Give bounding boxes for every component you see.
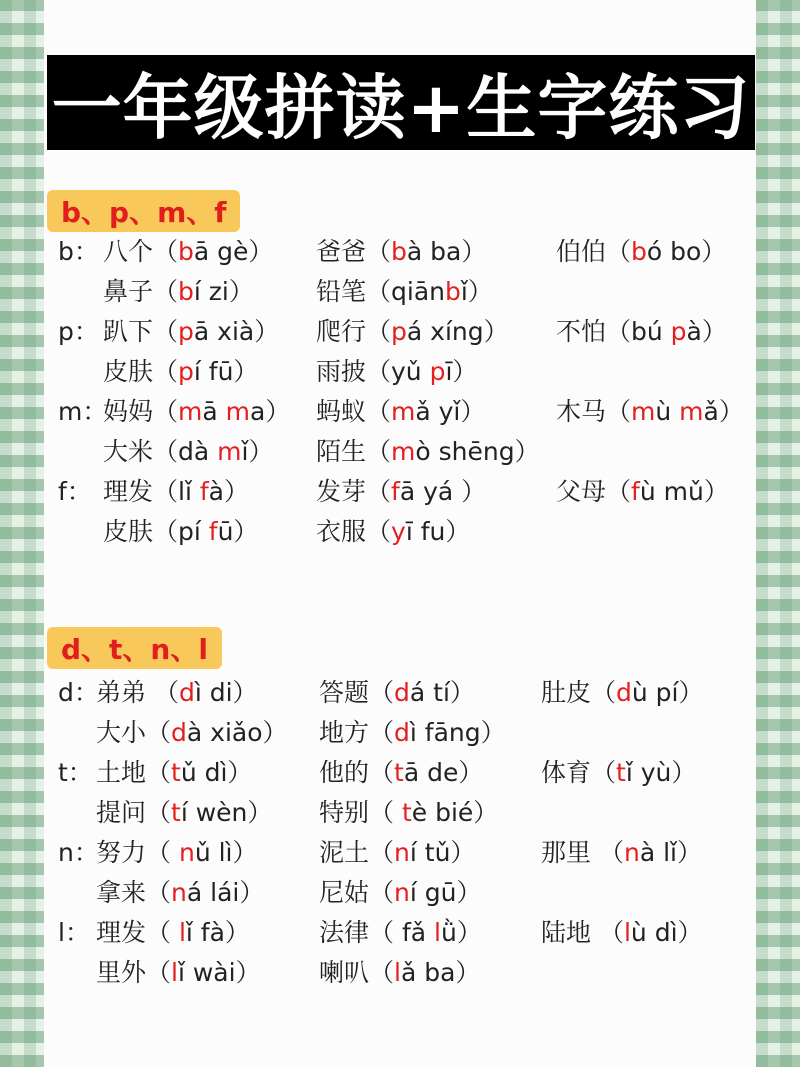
pinyin-text: 铅笔（qiān xyxy=(316,277,445,306)
pinyin-text: 大米（dà xyxy=(103,437,218,466)
word-entry xyxy=(103,475,249,509)
highlight-initial: n xyxy=(178,838,195,867)
word-entry xyxy=(556,395,744,429)
pinyin-text: ū） xyxy=(217,517,259,546)
highlight-initial: d xyxy=(171,718,187,747)
word-entry xyxy=(319,836,475,870)
pinyin-text: 土地（ xyxy=(96,758,172,787)
pinyin-text: 不怕（bú xyxy=(556,317,671,346)
pinyin-text: á tí） xyxy=(409,678,475,707)
word-entry xyxy=(103,355,258,389)
pinyin-text: ǔ dì） xyxy=(180,758,253,787)
pinyin-text: 那里 （ xyxy=(541,838,624,867)
pinyin-text: ì di） xyxy=(194,678,258,707)
pinyin-text: 雨披（yǔ xyxy=(316,357,430,386)
pinyin-text: 鼻子（ xyxy=(103,277,179,306)
word-entry xyxy=(96,916,250,950)
page-title: 一年级拼读+生字练习 xyxy=(51,67,751,149)
pinyin-text: ǐ fà） xyxy=(185,918,250,947)
pinyin-text: ù pí） xyxy=(631,678,704,707)
pinyin-text: à） xyxy=(686,317,727,346)
pinyin-text: 发芽（ xyxy=(316,477,392,506)
highlight-initial: l xyxy=(434,918,441,947)
highlight-initial: t xyxy=(401,798,412,827)
word-entry xyxy=(541,756,696,790)
pinyin-text: 答题（ xyxy=(319,678,395,707)
word-entry xyxy=(316,515,470,549)
highlight-initial: b xyxy=(178,237,194,266)
word-entry xyxy=(541,676,704,710)
pinyin-text: à） xyxy=(208,477,249,506)
pinyin-text: 法律（ fǎ xyxy=(319,918,435,947)
highlight-initial: f xyxy=(208,517,218,546)
plaid-border-left xyxy=(0,0,44,1067)
pinyin-text: 地方（ xyxy=(319,718,395,747)
pinyin-text: 蚂蚁（ xyxy=(316,397,392,426)
pinyin-text: í gū） xyxy=(409,878,482,907)
pinyin-text: 皮肤（pí xyxy=(103,517,209,546)
pinyin-text: 泥土（ xyxy=(319,838,395,867)
highlight-initial: d xyxy=(178,678,195,707)
word-entry xyxy=(103,235,273,269)
pinyin-text: à lǐ） xyxy=(639,838,702,867)
highlight-initial: y xyxy=(391,517,406,546)
highlight-initial: p xyxy=(178,357,194,386)
initial-label: m： xyxy=(58,397,108,426)
initial-label: b： xyxy=(58,237,99,266)
highlight-initial: d xyxy=(616,678,632,707)
word-entry xyxy=(319,716,506,750)
pinyin-text: 衣服（ xyxy=(316,517,392,546)
word-entry xyxy=(316,315,509,349)
pinyin-text: 父母（ xyxy=(556,477,632,506)
plaid-border-right xyxy=(756,0,800,1067)
pinyin-text: 喇叭（ xyxy=(319,958,395,987)
word-entry xyxy=(316,275,493,309)
word-entry xyxy=(319,956,480,990)
word-entry xyxy=(316,235,486,269)
word-entry xyxy=(541,916,703,950)
pinyin-text: à ba） xyxy=(406,237,487,266)
word-entry xyxy=(541,836,702,870)
initial-label: n： xyxy=(58,838,99,867)
word-entry xyxy=(96,756,252,790)
highlight-initial: m xyxy=(178,397,203,426)
word-entry xyxy=(556,315,727,349)
initial-label: l： xyxy=(58,918,90,947)
pinyin-text: 爸爸（ xyxy=(316,237,392,266)
highlight-initial: l xyxy=(394,958,401,987)
pinyin-text: í wèn） xyxy=(180,798,273,827)
word-entry xyxy=(103,515,258,549)
highlight-initial: n xyxy=(623,838,640,867)
word-entry xyxy=(556,475,729,509)
pinyin-text: í zi） xyxy=(193,277,254,306)
pinyin-text: ī） xyxy=(445,357,478,386)
word-entry xyxy=(96,676,258,710)
highlight-initial: t xyxy=(171,798,181,827)
word-entry xyxy=(316,355,477,389)
highlight-initial: m xyxy=(391,437,416,466)
pinyin-text: 努力（ xyxy=(96,838,179,867)
section-tag-dtnl: d、t、n、l xyxy=(47,627,222,669)
pinyin-text: 伯伯（ xyxy=(556,237,632,266)
pinyin-text: è bié） xyxy=(411,798,499,827)
highlight-initial: l xyxy=(178,918,186,947)
pinyin-text: 他的（ xyxy=(319,758,395,787)
pinyin-text: ǔ lì） xyxy=(194,838,258,867)
highlight-initial: t xyxy=(171,758,181,787)
pinyin-text: ù xyxy=(655,397,680,426)
pinyin-text: 特别（ xyxy=(319,798,402,827)
highlight-initial: l xyxy=(171,958,178,987)
pinyin-text: ó bo） xyxy=(646,237,727,266)
highlight-initial: m xyxy=(631,397,656,426)
word-entry xyxy=(319,756,483,790)
pinyin-text: ǐ wài） xyxy=(177,958,261,987)
highlight-initial: t xyxy=(394,758,404,787)
pinyin-text: 爬行（ xyxy=(316,317,392,346)
pinyin-text: 体育（ xyxy=(541,758,617,787)
highlight-initial: f xyxy=(199,477,209,506)
highlight-initial: m xyxy=(679,397,704,426)
word-entry xyxy=(96,796,272,830)
pinyin-text: ī fu） xyxy=(405,517,471,546)
pinyin-text: 妈妈（ xyxy=(103,397,179,426)
pinyin-text: 理发（ xyxy=(96,918,179,947)
word-entry xyxy=(103,435,273,469)
word-entry xyxy=(103,395,290,429)
initial-label: p： xyxy=(58,317,99,346)
highlight-initial: n xyxy=(394,878,410,907)
word-entry xyxy=(316,395,485,429)
word-entry xyxy=(103,315,279,349)
word-entry xyxy=(316,475,486,509)
pinyin-text: 大小（ xyxy=(96,718,172,747)
word-entry xyxy=(319,796,498,830)
word-entry xyxy=(96,836,258,870)
word-entry xyxy=(319,876,481,910)
pinyin-text: í tǔ） xyxy=(409,838,476,867)
pinyin-text: ǜ） xyxy=(440,918,482,947)
pinyin-text: 皮肤（ xyxy=(103,357,179,386)
highlight-initial: m xyxy=(225,397,251,426)
pinyin-text: 肚皮（ xyxy=(541,678,617,707)
pinyin-text: ù mǔ） xyxy=(639,477,729,506)
highlight-initial: m xyxy=(391,397,416,426)
pinyin-text: 尼姑（ xyxy=(319,878,395,907)
highlight-initial: l xyxy=(623,918,631,947)
pinyin-text: 陆地 （ xyxy=(541,918,624,947)
pinyin-text: ā de） xyxy=(403,758,484,787)
pinyin-text: ā xyxy=(202,397,226,426)
highlight-initial: b xyxy=(444,277,461,306)
pinyin-text: ā xià） xyxy=(193,317,280,346)
highlight-initial: t xyxy=(616,758,626,787)
pinyin-text: 提问（ xyxy=(96,798,172,827)
word-entry xyxy=(319,676,475,710)
highlight-initial: b xyxy=(178,277,194,306)
initial-label: d： xyxy=(58,678,99,707)
pinyin-text: 弟弟 （ xyxy=(96,678,179,707)
pinyin-text: ù dì） xyxy=(630,918,703,947)
pinyin-text: ǐ） xyxy=(460,277,493,306)
highlight-initial: p xyxy=(391,317,407,346)
pinyin-text: ǎ yǐ） xyxy=(415,397,486,426)
highlight-initial: m xyxy=(217,437,242,466)
pinyin-text: ǎ） xyxy=(703,397,744,426)
word-entry xyxy=(96,956,261,990)
pinyin-text: ā gè） xyxy=(193,237,274,266)
initial-label: f： xyxy=(58,477,92,506)
highlight-initial: d xyxy=(394,678,410,707)
pinyin-text: ā yá ） xyxy=(399,477,487,506)
highlight-initial: f xyxy=(631,477,640,506)
highlight-initial: n xyxy=(394,838,410,867)
highlight-initial: b xyxy=(631,237,647,266)
pinyin-text: ǎ ba） xyxy=(400,958,481,987)
pinyin-text: 八个（ xyxy=(103,237,179,266)
word-entry xyxy=(96,876,264,910)
pinyin-text: ǐ） xyxy=(241,437,274,466)
pinyin-text: á xíng） xyxy=(406,317,509,346)
title-banner xyxy=(47,55,755,150)
highlight-initial: p xyxy=(429,357,446,386)
section-tag-bpmf: b、p、m、f xyxy=(47,190,240,232)
word-entry xyxy=(556,235,726,269)
pinyin-text: ì fāng） xyxy=(409,718,506,747)
pinyin-text: á lái） xyxy=(186,878,265,907)
pinyin-text: 木马（ xyxy=(556,397,632,426)
pinyin-text: ò shēng） xyxy=(415,437,540,466)
highlight-initial: f xyxy=(391,477,400,506)
pinyin-text: í fū） xyxy=(193,357,259,386)
highlight-initial: n xyxy=(171,878,187,907)
word-entry xyxy=(319,916,482,950)
pinyin-text: 理发（lǐ xyxy=(103,477,200,506)
word-entry xyxy=(316,435,540,469)
word-entry xyxy=(96,716,288,750)
pinyin-text: à xiǎo） xyxy=(186,718,288,747)
highlight-initial: p xyxy=(178,317,194,346)
initial-label: t： xyxy=(58,758,93,787)
word-entry xyxy=(103,275,254,309)
pinyin-text: a） xyxy=(250,397,291,426)
pinyin-text: 趴下（ xyxy=(103,317,179,346)
pinyin-text: 拿来（ xyxy=(96,878,172,907)
highlight-initial: b xyxy=(391,237,407,266)
pinyin-text: ǐ yù） xyxy=(625,758,697,787)
pinyin-text: 里外（ xyxy=(96,958,172,987)
highlight-initial: p xyxy=(670,317,687,346)
pinyin-text: 陌生（ xyxy=(316,437,392,466)
highlight-initial: d xyxy=(394,718,410,747)
